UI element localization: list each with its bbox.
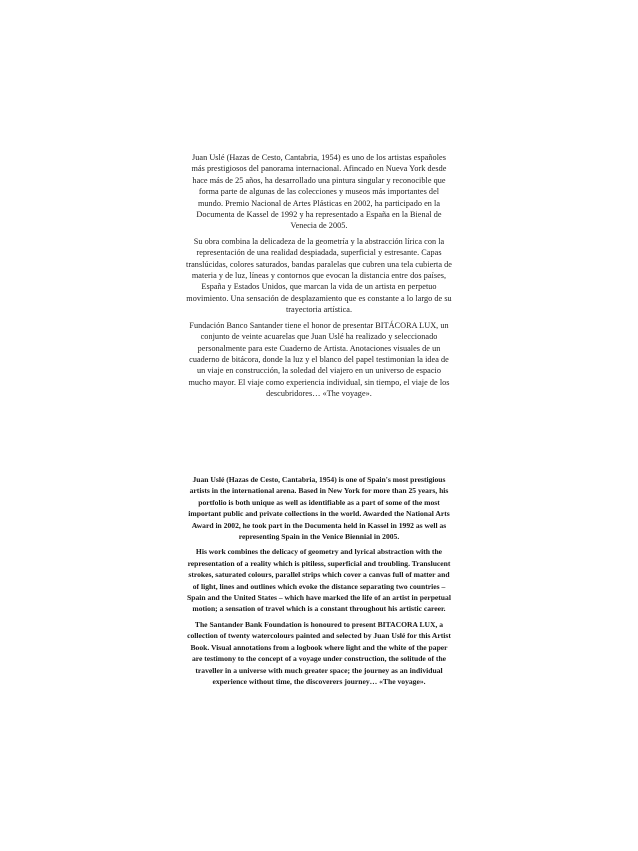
- english-paragraph-foundation: The Santander Bank Foundation is honoured to present BITACORA LUX, a collection of twenty watercolours painted and selected by Juan Uslé for this Artist Book. Visual annotations from a logbook where light and the white of the paper are testimony to the concept of a voyage under construction, the solitude of the traveller in a universe with much greater space; the journey as an individual experience without time, the discoverers journey… «The voyage».: [187, 619, 451, 686]
- english-text-block: [186, 474, 452, 691]
- spanish-text-block: [186, 152, 452, 404]
- spanish-paragraph-work: Su obra combina la delicadeza de la geometría y la abstracción lírica con la representación de una realidad despiadada, superficial y estresante. Capas translúcidas, colores saturados, bandas paralelas que cubren una tela cubierta de materia y de luz, líneas y contornos que evocan la distancia entre dos países, España y Estados Unidos, que marcan la vida de un artista en perpetuo movimiento. Una sensación de desplazamiento que es constante a lo largo de su trayectoria artística.: [186, 236, 452, 315]
- spanish-paragraph-foundation: Fundación Banco Santander tiene el honor de presentar BITÁCORA LUX, un conjunto de veinte acuarelas que Juan Uslé ha realizado y seleccionado personalmente para este Cuaderno de Artista. Anotaciones visuales de un cuaderno de bitácora, donde la luz y el blanco del papel testimonian la idea de un viaje en construcción, la soledad del viajero en un universo de espacio mucho mayor. El viaje como experiencia individual, sin tiempo, el viaje de los descubridores… «The voyage».: [188, 320, 450, 399]
- english-paragraph-intro: Juan Uslé (Hazas de Cesto, Cantabria, 1954) is one of Spain's most prestigious artists in the international arena. Based in New York for more than 25 years, his portfolio is both unique as well as identifiable as a part of some of the most important public and private collections in the world. Awarded the National Arts Award in 2002, he took part in the Documenta held in Kassel in 1992 as well as representing Spain in the Venice Biennial in 2005.: [188, 475, 450, 542]
- english-paragraph-work: His work combines the delicacy of geometry and lyrical abstraction with the representation of a reality which is pitiless, superficial and troubling. Translucent strokes, saturated colours, parallel strips which cover a canvas full of matter and of light, lines and outlines which evoke the distance separating two countries – Spain and the United States – which have marked the life of an artist in perpetual motion; a sensation of travel which is a constant throughout his artistic career.: [187, 547, 451, 614]
- spanish-paragraph-intro: Juan Uslé (Hazas de Cesto, Cantabria, 1954) es uno de los artistas españoles más prestigiosos del panorama internacional. Afincado en Nueva York desde hace más de 25 años, ha desarrollado una pintura singular y reconocible que forma parte de algunas de las colecciones y museos más importantes del mundo. Premio Nacional de Artes Plásticas en 2002, ha participado en la Documenta de Kassel de 1992 y ha representado a España en la Bienal de Venecia de 2005.: [191, 153, 447, 231]
